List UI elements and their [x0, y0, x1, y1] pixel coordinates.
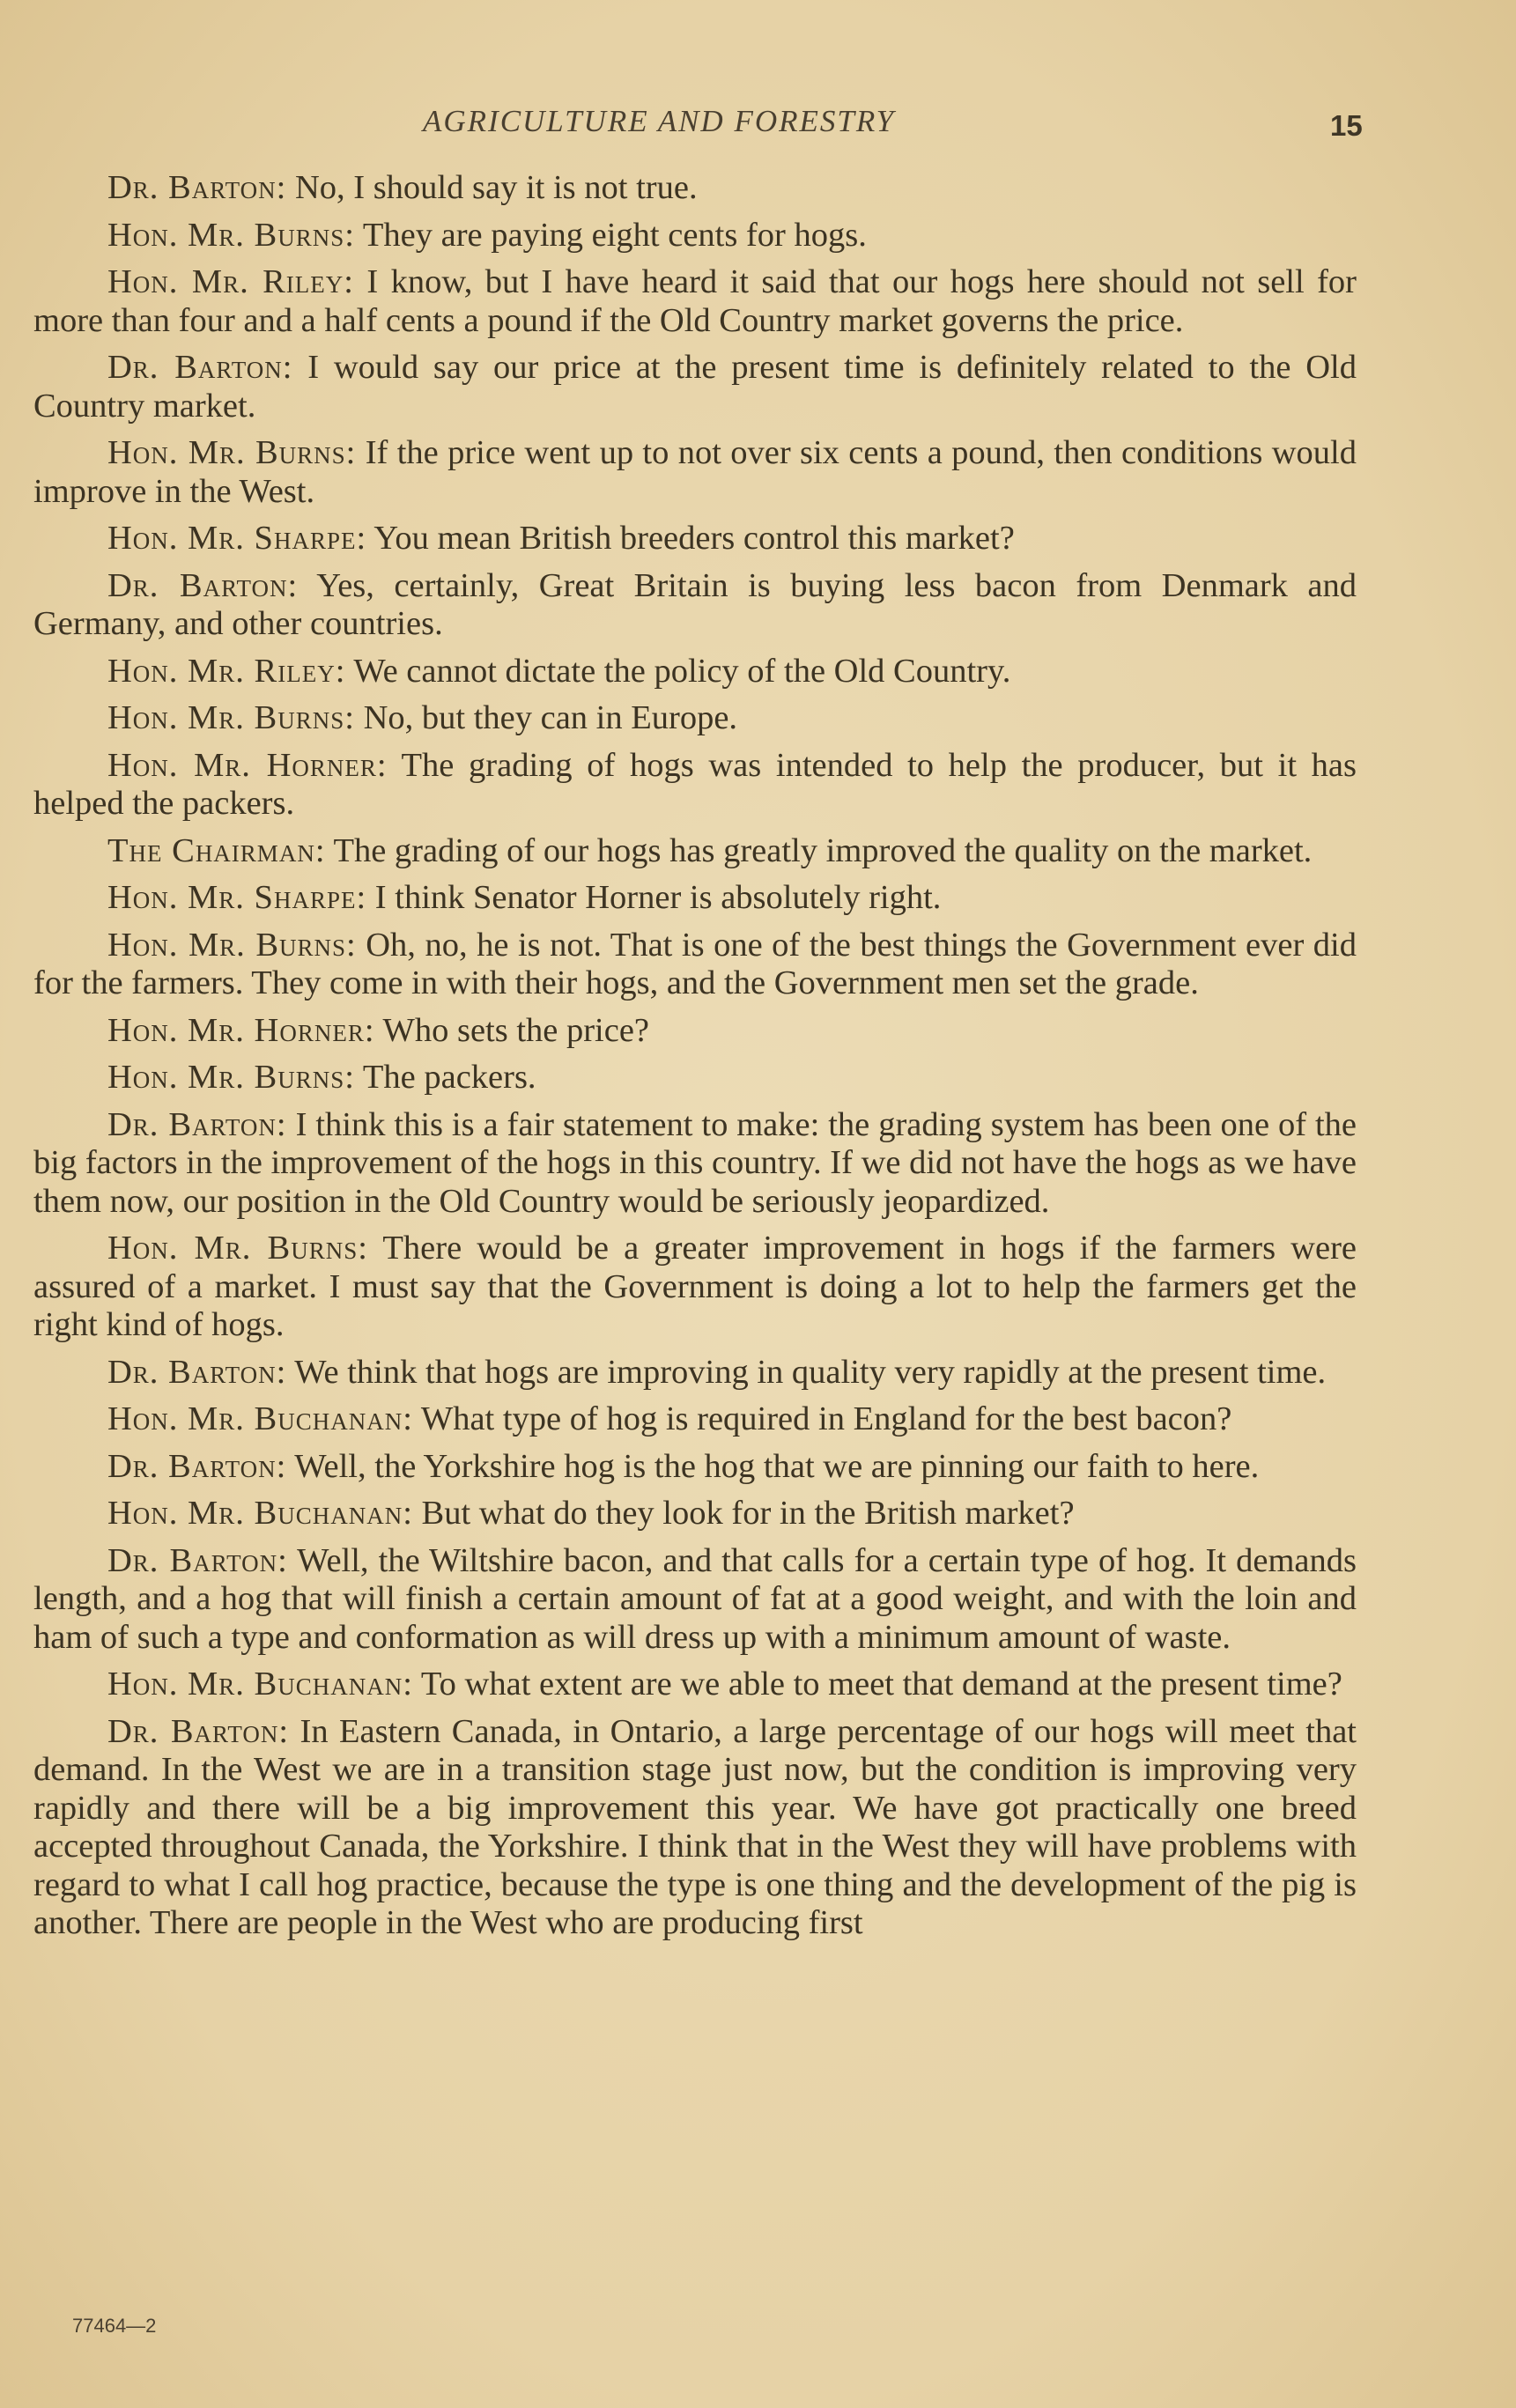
speaker-name: Hon. Mr. Buchanan:: [107, 1400, 413, 1437]
speech-text: If the price went up to not over six cents a pound, then conditions would improve in the West.: [33, 434, 1357, 510]
transcript-paragraph: [33, 1542, 1357, 1658]
speaker-name: The Chairman:: [107, 831, 326, 869]
transcript-paragraph: [33, 1012, 1357, 1051]
transcript-paragraph: [33, 927, 1357, 1003]
speaker-name: Hon. Mr. Sharpe:: [107, 520, 367, 557]
speech-text: What type of hog is required in England for the best bacon?: [412, 1400, 1232, 1437]
transcript-paragraph: [33, 1713, 1357, 1943]
transcript-paragraph: [33, 1106, 1357, 1222]
transcript-paragraph: [33, 747, 1357, 824]
speaker-name: Hon. Mr. Riley:: [107, 263, 354, 300]
speaker-name: Hon. Mr. Sharpe:: [107, 879, 367, 916]
speaker-name: Hon. Mr. Horner:: [107, 746, 388, 784]
transcript-paragraph: [33, 520, 1357, 558]
transcript-paragraph: [33, 879, 1357, 918]
speaker-name: Dr. Barton:: [107, 349, 293, 386]
page-number: 15: [1330, 109, 1363, 142]
speaker-name: Dr. Barton:: [107, 1447, 287, 1485]
transcript-paragraph: [33, 1230, 1357, 1345]
speech-text: But what do they look for in the British market?: [412, 1495, 1075, 1532]
transcript-paragraph: [33, 1666, 1357, 1704]
speaker-name: Hon. Mr. Riley:: [107, 652, 346, 690]
speech-text: Well, the Yorkshire hog is the hog that we are pinning our faith to here.: [286, 1447, 1260, 1485]
transcript-paragraph: [33, 217, 1357, 255]
speech-text: No, I should say it is not true.: [286, 169, 698, 206]
speaker-name: Hon. Mr. Buchanan:: [107, 1495, 413, 1532]
speech-text: Oh, no, he is not. That is one of the best things the Government ever did for the farmers. They come in with their hogs, and the Government men set the grade.: [33, 926, 1357, 1001]
speaker-name: Dr. Barton:: [107, 1105, 287, 1143]
speech-text: We cannot dictate the policy of the Old Country.: [345, 652, 1011, 690]
transcript-paragraph: [33, 349, 1357, 425]
speaker-name: Hon. Mr. Burns:: [107, 699, 355, 736]
speaker-name: Dr. Barton:: [107, 169, 287, 206]
speaker-name: Dr. Barton:: [107, 1353, 287, 1391]
speech-text: To what extent are we able to meet that demand at the present time?: [412, 1666, 1342, 1703]
speech-text: Yes, certainly, Great Britain is buying less bacon from Denmark and Germany, and other countries.: [33, 566, 1357, 642]
speech-text: They are paying eight cents for hogs.: [354, 216, 867, 254]
speech-text: I think this is a fair statement to make: the grading system has been one of the big factors in the improvement of the hogs in this country. If we did not have the hogs as we have them now, our position in the Old Country would be seriously jeopardized.: [33, 1105, 1357, 1220]
speech-text: There would be a greater improvement in hogs if the farmers were assured of a market. I must say that the Government is doing a lot to help the farmers get the right kind of hogs.: [33, 1230, 1357, 1343]
transcript-paragraph: [33, 1448, 1357, 1487]
transcript-paragraph: [33, 653, 1357, 691]
speech-text: We think that hogs are improving in quality very rapidly at the present time.: [286, 1353, 1327, 1391]
transcript-paragraph: [33, 169, 1357, 208]
speaker-name: Dr. Barton:: [107, 566, 299, 604]
speaker-name: Hon. Mr. Burns:: [107, 216, 355, 254]
transcript-paragraph: [33, 263, 1357, 340]
transcript-paragraph: [33, 434, 1357, 511]
speech-text: The packers.: [354, 1059, 536, 1096]
transcript-paragraph: [33, 1059, 1357, 1097]
transcript-body: [33, 169, 1357, 1952]
speaker-name: Hon. Mr. Horner:: [107, 1011, 375, 1049]
speech-text: I would say our price at the present time is definitely related to the Old Country market.: [33, 349, 1357, 425]
speaker-name: Hon. Mr. Burns:: [107, 1230, 368, 1267]
page-header: [0, 104, 1516, 157]
speech-text: The grading of hogs was intended to help the producer, but it has helped the packers.: [33, 746, 1357, 822]
speech-text: I think Senator Horner is absolutely right.: [366, 879, 942, 916]
speech-text: The grading of our hogs has greatly improved the quality on the market.: [325, 831, 1313, 869]
speaker-name: Hon. Mr. Burns:: [107, 1059, 355, 1096]
speaker-name: Dr. Barton:: [107, 1712, 290, 1750]
speaker-name: Hon. Mr. Burns:: [107, 926, 357, 964]
running-head: AGRICULTURE AND FORESTRY: [423, 104, 896, 138]
transcript-paragraph: [33, 832, 1357, 871]
speaker-name: Dr. Barton:: [107, 1541, 288, 1579]
transcript-paragraph: [33, 1495, 1357, 1533]
speech-text: Who sets the price?: [374, 1011, 650, 1049]
speech-text: In Eastern Canada, in Ontario, a large percentage of our hogs will meet that demand. In the West we are in a transition stage just now, but the condition is improving very rapidly and there will be a big improvement this year. We have got practically one breed accepted throughout Canada, the Yorkshire. I think that in the West they will have problems with regard to what I call hog practice, because the type is one thing and the development of the pig is another. There are people in the West who are producing first: [33, 1712, 1357, 1941]
transcript-paragraph: [33, 567, 1357, 644]
transcript-paragraph: [33, 1400, 1357, 1439]
speaker-name: Hon. Mr. Burns:: [107, 434, 357, 471]
speaker-name: Hon. Mr. Buchanan:: [107, 1666, 413, 1703]
speech-text: You mean British breeders control this market?: [366, 520, 1015, 557]
speech-text: Well, the Wiltshire bacon, and that calls for a certain type of hog. It demands length, and a hog that will finish a certain amount of fat at a good weight, and with the loin and ham of such a type and conformation as will dress up with a minimum amount of waste.: [33, 1541, 1357, 1656]
transcript-paragraph: [33, 1354, 1357, 1392]
transcript-paragraph: [33, 699, 1357, 738]
speech-text: I know, but I have heard it said that our hogs here should not sell for more than four and a half cents a pound if the Old Country market governs the price.: [33, 263, 1357, 339]
signature-mark: 77464—2: [72, 2315, 157, 2337]
speech-text: No, but they can in Europe.: [354, 699, 738, 736]
